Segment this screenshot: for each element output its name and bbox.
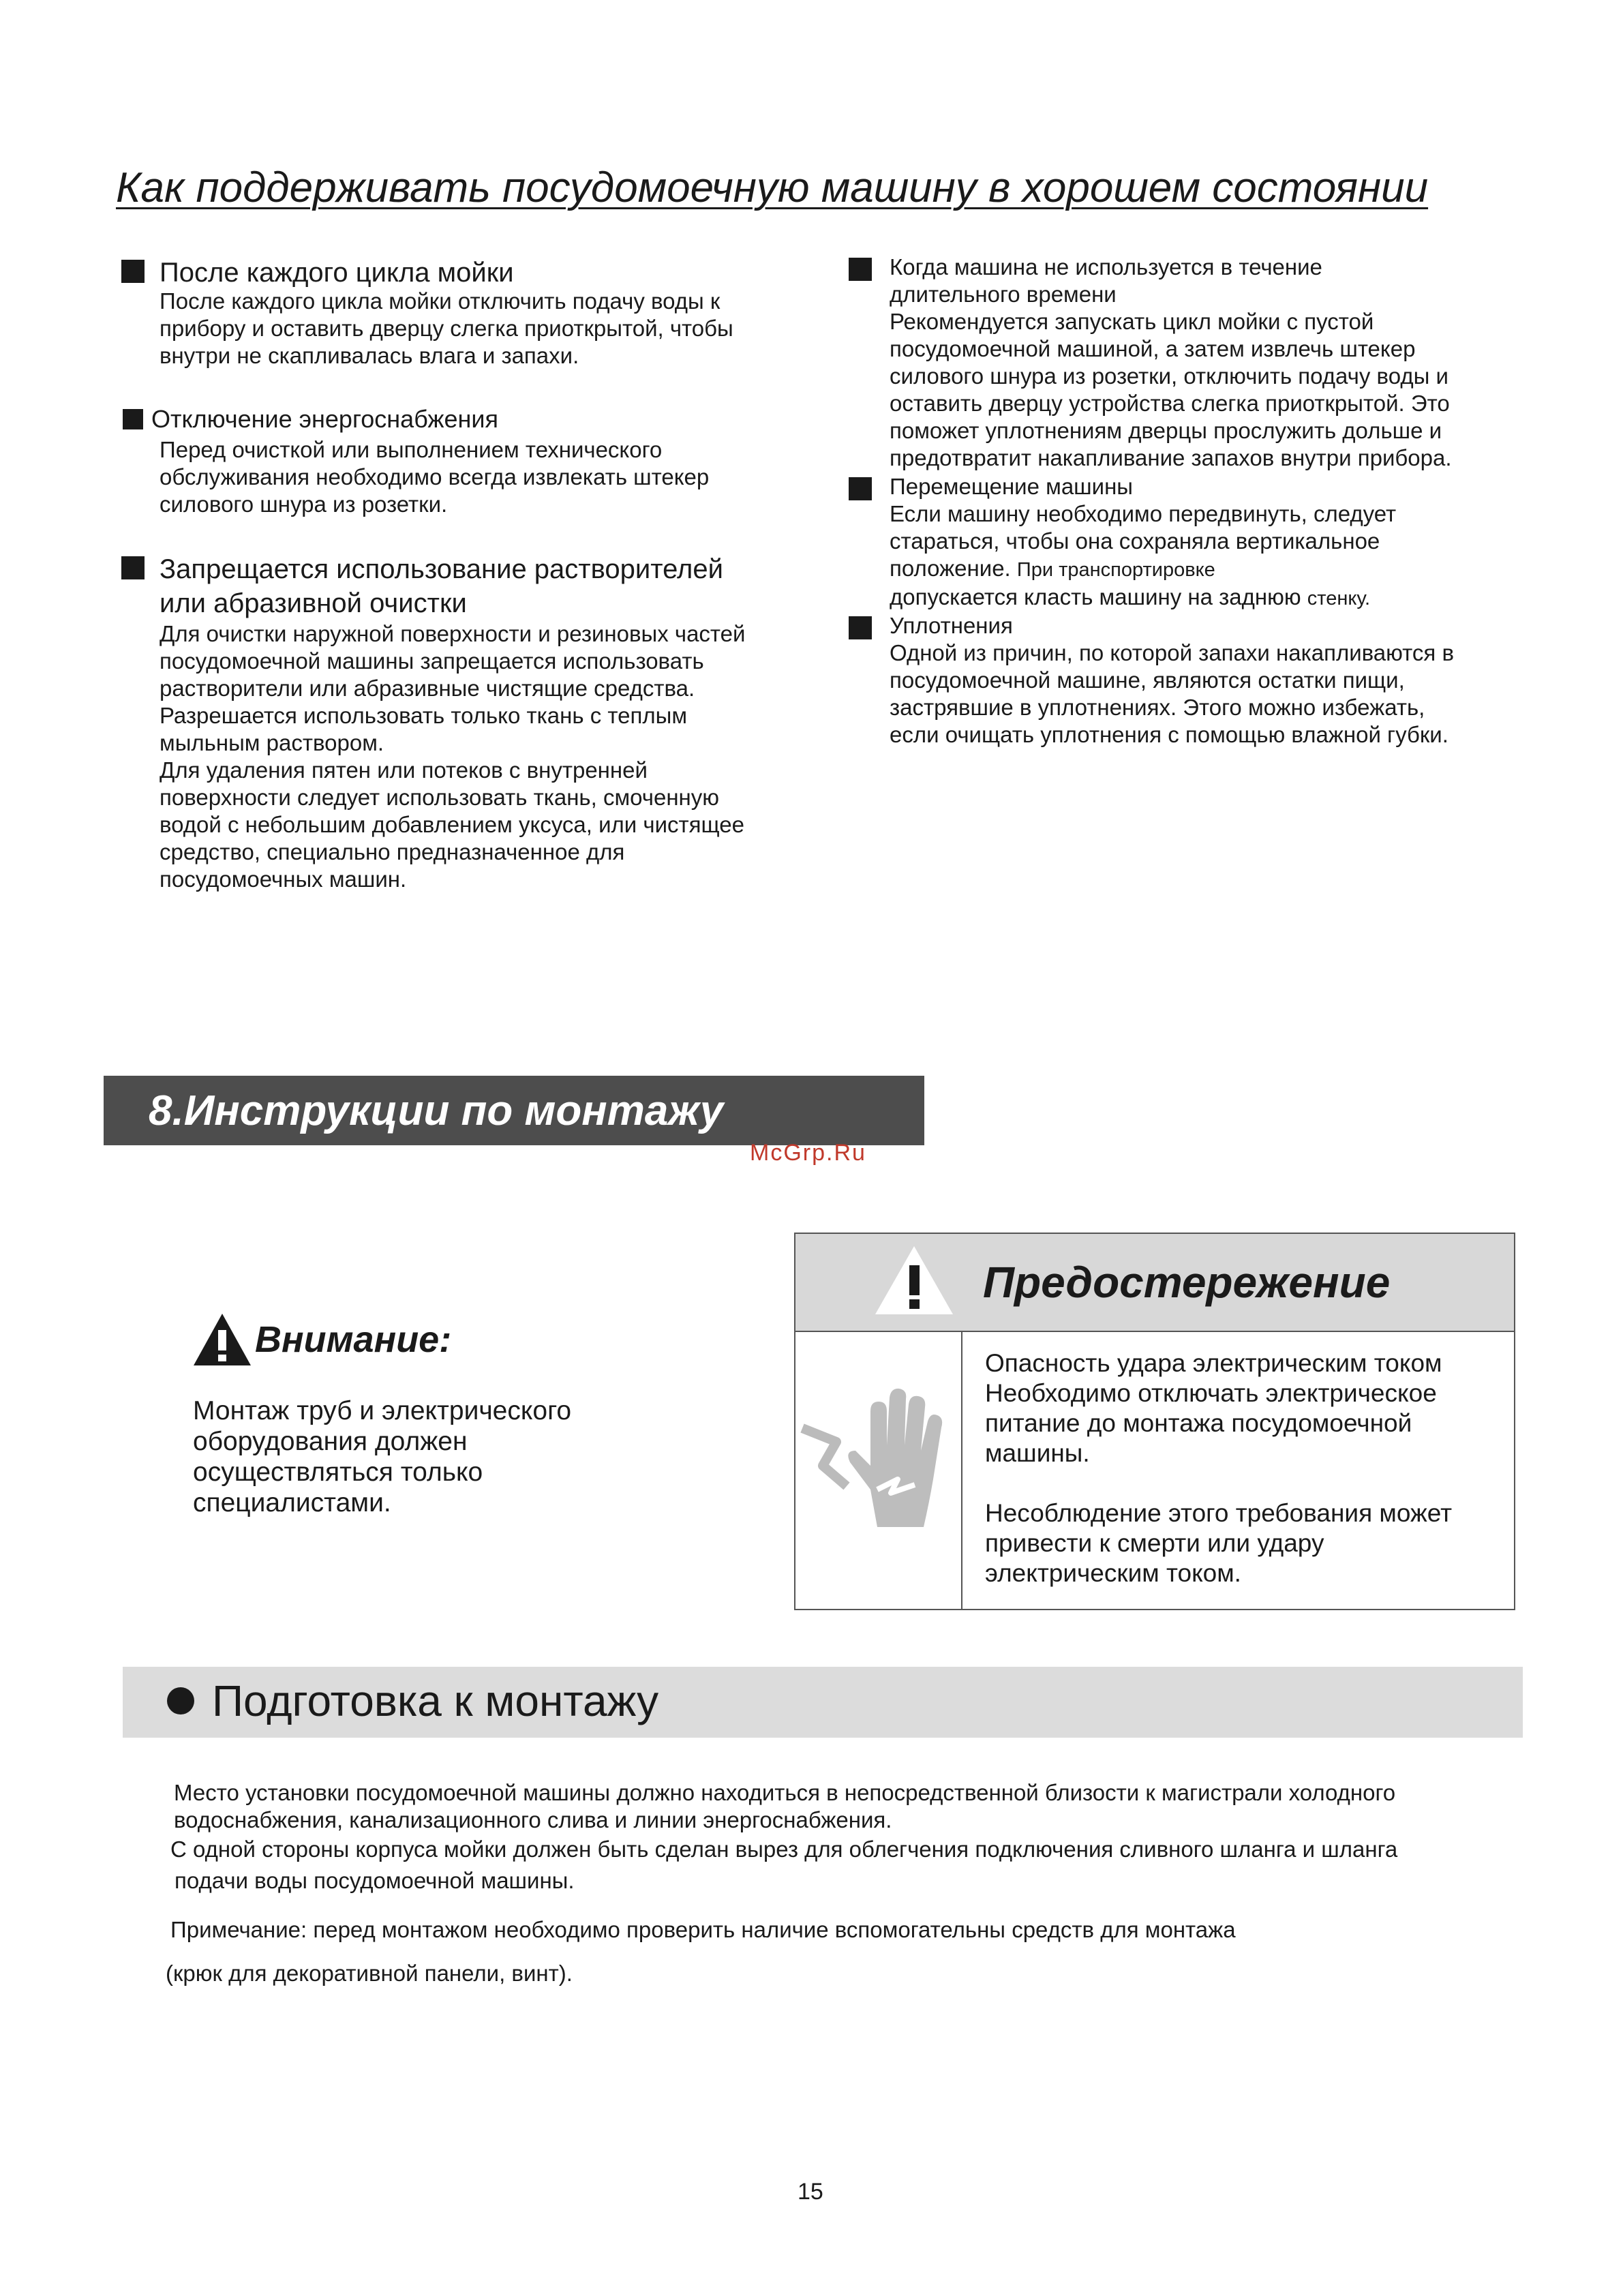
- bullet-dot-icon: [167, 1687, 194, 1715]
- warning-box: [794, 1233, 1515, 1610]
- prep-heading: Подготовка к монтажу: [167, 1676, 658, 1726]
- attention-heading: Внимание:: [192, 1312, 451, 1367]
- section-body: Если машину необходимо передвинуть, следует стараться, чтобы она сохраняла вертикальное положение. При транспортировке допускается класть машину на заднюю стенку.: [890, 501, 1397, 609]
- section-body: Одной из причин, по которой запахи накапливаются в посудомоечной машине, являются остатки пищи, застрявшие в уплотнениях. Этого можно избежать, если очищать уплотнения с помощью влажной губки.: [890, 640, 1454, 747]
- section-moving: [849, 473, 1133, 500]
- section-seals: [849, 612, 1013, 639]
- warning-triangle-icon: [874, 1245, 954, 1316]
- prep-note: Примечание: перед монтажом необходимо проверить наличие вспомогательны средств для монтажа: [170, 1917, 1236, 1942]
- warning-title: Предостережение: [983, 1258, 1391, 1307]
- section-heading: Перемещение машины: [890, 474, 1134, 499]
- section-8-title: 8.Инструкции по монтажу: [149, 1087, 724, 1134]
- page-number: 15: [798, 2179, 823, 2205]
- bullet-square-icon: [123, 409, 143, 429]
- bullet-square-icon: [849, 616, 872, 639]
- bullet-square-icon: [849, 477, 872, 500]
- warning-header: [795, 1234, 1514, 1332]
- section-heading: Отключение энергоснабжения: [151, 405, 499, 433]
- section-heading: Уплотнения: [890, 613, 1013, 638]
- bullet-square-icon: [849, 258, 872, 281]
- section-heading: Когда машина не используется в течение длительного времени: [890, 254, 1322, 307]
- warning-triangle-icon: [192, 1312, 252, 1367]
- attention-text: Монтаж труб и электрического оборудования должен осуществляться только специалистами.: [193, 1396, 572, 1517]
- section-body: Для очистки наружной поверхности и резиновых частей посудомоечной машины запрещается использовать растворители или абразивные чистящие средства. Разрешается использовать только ткань с теплым мыльным раствором. Для удаления пятен или потеков с внутренней поверхности следует использовать ткань, смоченную водой с небольшим добавлением уксуса, или чистящее средство, специально предназначенное для посудомоечных машин.: [160, 621, 746, 892]
- section-no-solvents: [121, 552, 723, 620]
- bullet-square-icon: [121, 556, 145, 579]
- page-title: Как поддерживать посудомоечную машину в хорошем состоянии: [116, 164, 1429, 211]
- section-heading: Запрещается использование растворителей или абразивной очистки: [160, 554, 723, 618]
- section-body: Перед очисткой или выполнением технического обслуживания необходимо всегда извлекать штекер силового шнура из розетки.: [160, 437, 710, 517]
- bullet-square-icon: [121, 260, 145, 283]
- section-after-cycle: [121, 256, 514, 290]
- section-long-idle: [849, 254, 1322, 308]
- prep-text: Место установки посудомоечной машины должно находиться в непосредственной близости к магистрали холодного водоснабжения, канализационного слива и линии энергоснабжения.: [174, 1780, 1396, 1832]
- prep-text: С одной стороны корпуса мойки должен быть сделан вырез для облегчения подключения сливного шланга и шланга подачи воды посудомоечной машины.: [170, 1837, 1398, 1893]
- section-body: После каждого цикла мойки отключить подачу воды к прибору и оставить дверцу слегка приоткрытой, чтобы внутри не скапливалась влага и запахи.: [160, 288, 733, 368]
- section-body: Рекомендуется запускать цикл мойки с пустой посудомоечной машиной, а затем извлечь штекер силового шнура из розетки, отключить подачу воды и оставить дверцу устройства слегка приоткрытой. Это поможет уплотнениям дверцы прослужить дольше и предотвратит накапливание запахов внутри прибора.: [890, 309, 1452, 470]
- section-power-off: [123, 404, 498, 435]
- prep-note: (крюк для декоративной панели, винт).: [166, 1961, 573, 1986]
- section-heading: После каждого цикла мойки: [160, 258, 514, 288]
- watermark: McGrp.Ru: [750, 1140, 866, 1166]
- electric-shock-hand-icon: [795, 1370, 959, 1534]
- warning-text: Опасность удара электрическим током Необходимо отключать электрическое питание до монтажа посудомоечной машины. Несоблюдение этого требования может привести к смерти или удару электрическим током.: [985, 1349, 1453, 1587]
